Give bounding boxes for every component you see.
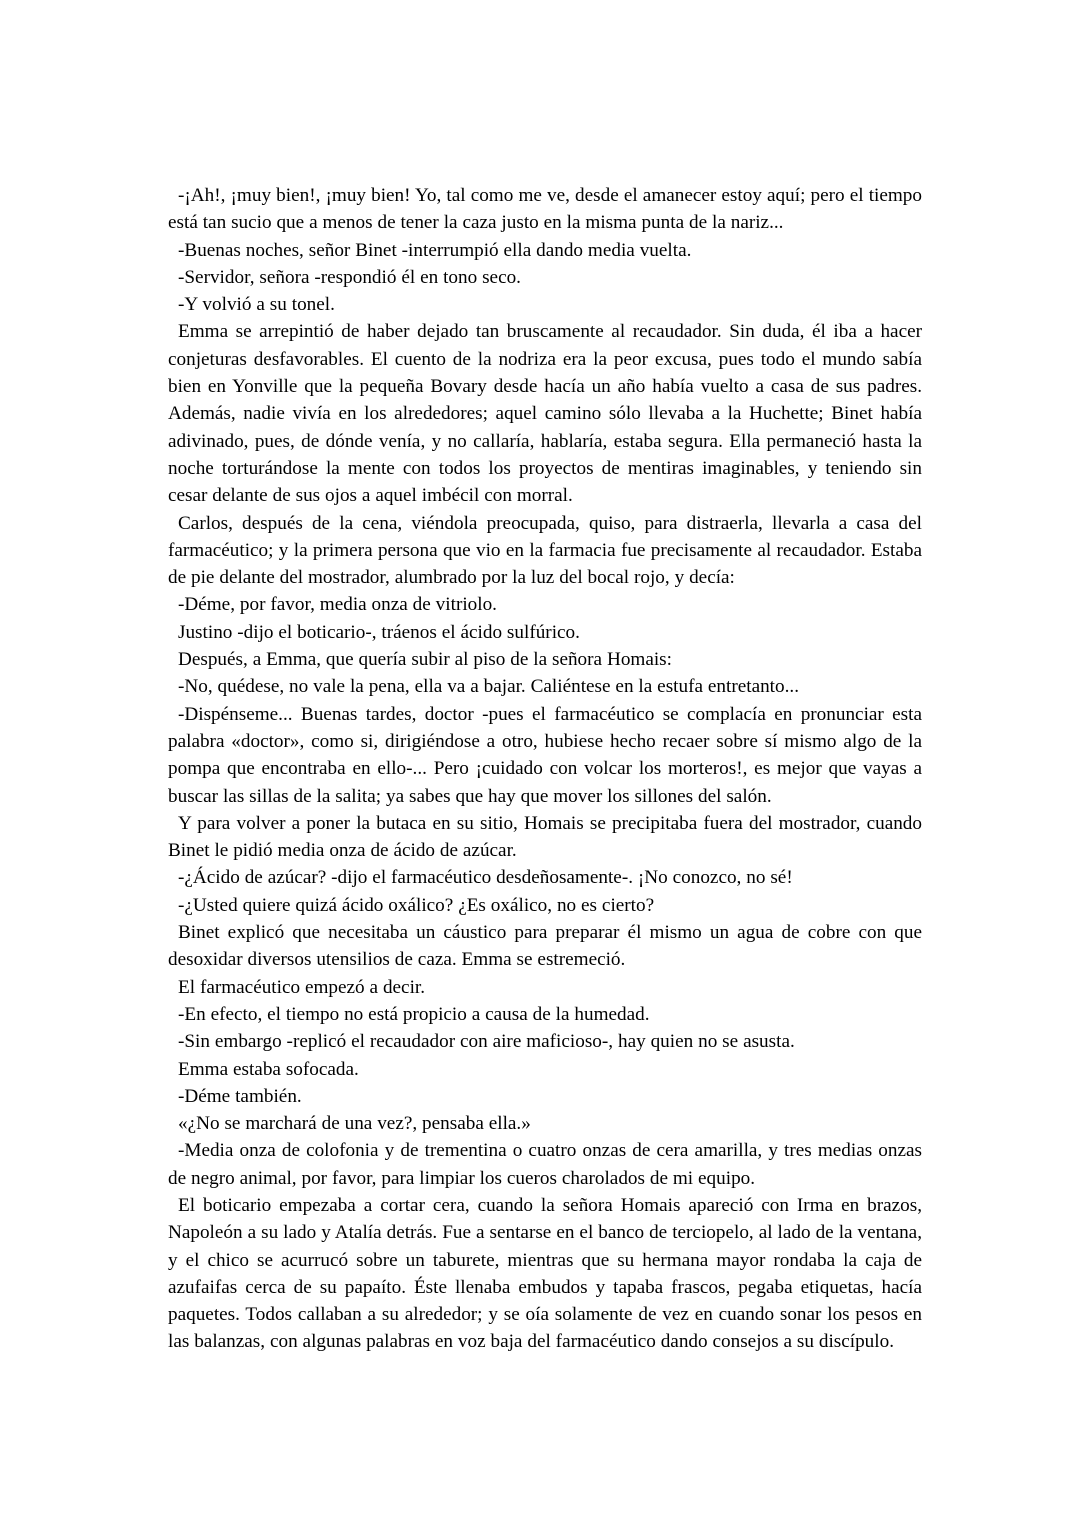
body-paragraph: -Déme también.	[178, 1085, 302, 1107]
body-paragraph: Justino -dijo el boticario-, tráenos el ácido sulfúrico.	[178, 621, 580, 643]
body-paragraph: -Dispénseme... Buenas tardes, doctor -pues el farmacéutico se complacía en pronunciar esta palabra «doctor», como si, dirigiéndose a otro, hubiese hecho recaer sobre sí mismo algo de la pompa que encontraba en ello-... Pero ¡cuidado con volcar los morteros!, es mejor que vayas a buscar las sillas de la salita; ya sabes que hay que mover los sillones del salón.	[168, 703, 922, 807]
body-paragraph: -¿Ácido de azúcar? -dijo el farmacéutico desdeñosamente-. ¡No conozco, no sé!	[178, 867, 793, 889]
body-paragraph: «¿No se marchará de una vez?, pensaba ella.»	[178, 1113, 531, 1135]
body-paragraph: -¿Usted quiere quizá ácido oxálico? ¿Es oxálico, no es cierto?	[178, 894, 655, 916]
body-paragraph: Y para volver a poner la butaca en su sitio, Homais se precipitaba fuera del mostrador, cuando Binet le pidió media onza de ácido de azúcar.	[168, 812, 922, 862]
body-paragraph: Carlos, después de la cena, viéndola preocupada, quiso, para distraerla, llevarla a casa del farmacéutico; y la primera persona que vio en la farmacia fue precisamente al recaudador. Estaba de pie delante del mostrador, alumbrado por la luz del bocal rojo, y decía:	[168, 512, 922, 589]
body-paragraph: -Buenas noches, señor Binet -interrumpió ella dando media vuelta.	[178, 239, 692, 261]
body-paragraph: El farmacéutico empezó a decir.	[178, 976, 426, 998]
body-paragraph: Emma se arrepintió de haber dejado tan bruscamente al recaudador. Sin duda, él iba a hacer conjeturas desfavorables. El cuento de la nodriza era la peor excusa, pues todo el mundo sabía bien en Yonville que la pequeña Bovary desde hacía un año había vuelto a casa de sus padres. Además, nadie vivía en los alrededores; aquel camino sólo llevaba a la Huchette; Binet había adivinado, pues, de dónde venía, y no callaría, hablaría, estaba segura. Ella permaneció hasta la noche torturándose la mente con todos los proyectos de mentiras imaginables, y teniendo sin cesar delante de sus ojos a aquel imbécil con morral.	[168, 321, 922, 507]
body-paragraph: Después, a Emma, que quería subir al piso de la señora Homais:	[178, 649, 672, 671]
body-paragraph: El boticario empezaba a cortar cera, cuando la señora Homais apareció con Irma en brazos, Napoleón a su lado y Atalía detrás. Fue a sentarse en el banco de terciopelo, al lado de la ventana, y el chico se acurrucó sobre un taburete, mientras que su hermana mayor rondaba la caja de azufaifas cerca de su papaíto. Éste llenaba embudos y tapaba frascos, pegaba etiquetas, hacía paquetes. Todos callaban a su alrededor; y se oía solamente de vez en cuando sonar los pesos en las balanzas, con algunas palabras en voz baja del farmacéutico dando consejos a su discípulo.	[168, 1194, 922, 1353]
body-paragraph: Binet explicó que necesitaba un cáustico para preparar él mismo un agua de cobre con que desoxidar diversos utensilios de caza. Emma se estremeció.	[168, 922, 922, 971]
body-paragraph: -Servidor, señora -respondió él en tono seco.	[178, 266, 521, 288]
body-paragraph: -No, quédese, no vale la pena, ella va a bajar. Caliéntese en la estufa entretanto...	[178, 676, 799, 698]
body-text-column	[168, 182, 922, 1356]
body-paragraph: Emma estaba sofocada.	[178, 1058, 359, 1080]
body-paragraph: -En efecto, el tiempo no está propicio a causa de la humedad.	[178, 1003, 650, 1025]
body-paragraph: -Y volvió a su tonel.	[178, 294, 335, 316]
body-paragraph: -Déme, por favor, media onza de vitriolo.	[178, 594, 497, 616]
body-paragraph: -Media onza de colofonia y de trementina o cuatro onzas de cera amarilla, y tres medias onzas de negro animal, por favor, para limpiar los cueros charolados de mi equipo.	[168, 1140, 922, 1189]
body-paragraph: -¡Ah!, ¡muy bien!, ¡muy bien! Yo, tal como me ve, desde el amanecer estoy aquí; pero el tiempo está tan sucio que a menos de tener la caza justo en la misma punta de la nariz...	[168, 185, 922, 234]
body-paragraph: -Sin embargo -replicó el recaudador con aire maficioso-, hay quien no se asusta.	[178, 1031, 795, 1053]
